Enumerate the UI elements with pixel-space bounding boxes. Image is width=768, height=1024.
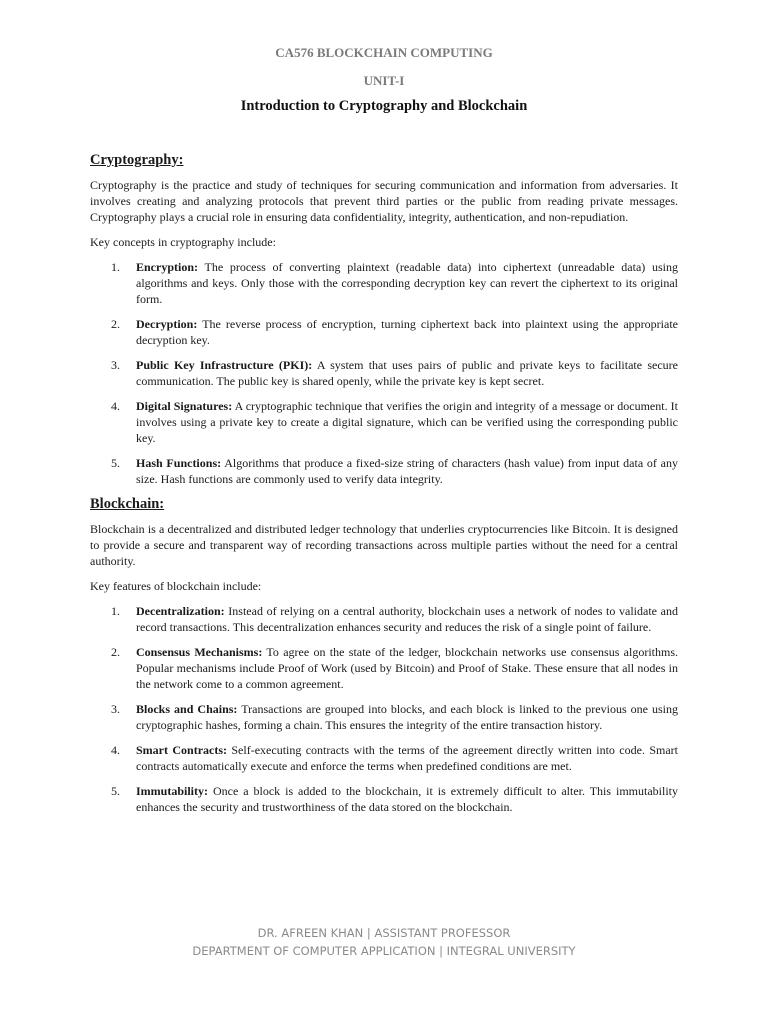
item-text: A system that uses pairs of public and private keys to facilitate secure communication. The public key is shared openly, while the private key is kept secret.: [136, 358, 678, 388]
blockchain-lead: Key features of blockchain include:: [90, 579, 262, 593]
item-text: Once a block is added to the blockchain, it is extremely difficult to alter. This immutability enhances the security and trustworthiness of the data stored on the blockchain.: [136, 784, 678, 814]
item-number: 2.: [111, 317, 120, 331]
list-item: [90, 455, 678, 487]
item-term: Immutability:: [136, 784, 208, 798]
item-text: Algorithms that produce a fixed-size string of characters (hash value) from input data of any size. Hash functions are commonly used to verify data integrity.: [136, 456, 678, 486]
blockchain-intro: Blockchain is a decentralized and distributed ledger technology that underlies cryptocurrencies like Bitcoin. It is designed to provide a secure and transparent way of recording transactions across multiple parties without the need for a central authority.: [90, 522, 678, 568]
list-item: [90, 357, 678, 389]
cryptography-lead: Key concepts in cryptography include:: [90, 235, 276, 249]
item-text: The reverse process of encryption, turning ciphertext back into plaintext using the appropriate decryption key.: [136, 317, 678, 347]
item-number: 1.: [111, 260, 120, 274]
item-term: Encryption:: [136, 260, 199, 274]
cryptography-section: [90, 152, 678, 487]
list-item: [90, 783, 678, 815]
item-term: Decentralization:: [136, 604, 225, 618]
item-term: Digital Signatures:: [136, 399, 233, 413]
item-text: A cryptographic technique that verifies the origin and integrity of a message or document. It involves using a private key to create a digital signature, which can be verified using the corresponding public key.: [136, 399, 678, 445]
item-term: Hash Functions:: [136, 456, 222, 470]
item-text: The process of converting plaintext (readable data) into ciphertext (unreadable data) using algorithms and keys. Only those with the corresponding decryption key can revert the ciphertext to its original form.: [136, 260, 678, 306]
list-item: [90, 259, 678, 307]
cryptography-intro: Cryptography is the practice and study of techniques for securing communication and information from adversaries. It involves creating and analyzing protocols that prevent third parties or the public from reading private messages. Cryptography plays a crucial role in ensuring data confidentiality, integrity, authentication, and non-repudiation.: [90, 178, 678, 224]
item-text: Instead of relying on a central authority, blockchain uses a network of nodes to validate and record transactions. This decentralization enhances security and reduces the risk of a single point of failure.: [136, 604, 678, 634]
unit-label: UNIT-I: [363, 73, 405, 88]
list-item: [90, 701, 678, 733]
item-term: Smart Contracts:: [136, 743, 228, 757]
item-text: Self-executing contracts with the terms of the agreement directly written into code. Smart contracts automatically execute and enforce the terms when predefined conditions are met.: [136, 743, 678, 773]
item-term: Public Key Infrastructure (PKI):: [136, 358, 313, 372]
item-number: 5.: [111, 456, 120, 470]
item-number: 4.: [111, 399, 120, 413]
item-term: Decryption:: [136, 317, 198, 331]
item-number: 3.: [111, 702, 120, 716]
item-number: 4.: [111, 743, 120, 757]
item-text: To agree on the state of the ledger, blockchain networks use consensus algorithms. Popular mechanisms include Proof of Work (used by Bitcoin) and Proof of Stake. These ensure that all nodes in the network come to a common agreement.: [136, 645, 679, 691]
item-number: 1.: [111, 604, 120, 618]
item-number: 5.: [111, 784, 120, 798]
blockchain-heading: Blockchain:: [90, 496, 165, 512]
cryptography-concepts-list: [90, 259, 678, 487]
document-body: [90, 152, 678, 824]
item-number: 2.: [111, 645, 120, 659]
document-title: Introduction to Cryptography and Blockchain: [240, 98, 528, 114]
blockchain-features-list: [90, 603, 678, 815]
footer-author: DR. AFREEN KHAN | ASSISTANT PROFESSOR: [257, 926, 511, 940]
footer-department: DEPARTMENT OF COMPUTER APPLICATION | INTEGRAL UNIVERSITY: [192, 944, 576, 958]
list-item: [90, 644, 678, 692]
item-number: 3.: [111, 358, 120, 372]
item-term: Consensus Mechanisms:: [136, 645, 263, 659]
item-text: Transactions are grouped into blocks, and each block is linked to the previous one using cryptographic hashes, forming a chain. This ensures the integrity of the entire transaction history.: [136, 702, 678, 732]
list-item: [90, 398, 678, 446]
list-item: [90, 316, 678, 348]
list-item: [90, 603, 678, 635]
list-item: [90, 742, 678, 774]
course-title: CA576 BLOCKCHAIN COMPUTING: [275, 45, 493, 60]
cryptography-heading: Cryptography:: [90, 152, 184, 168]
item-term: Blocks and Chains:: [136, 702, 238, 716]
blockchain-section: [90, 496, 678, 815]
page-footer: [0, 924, 768, 960]
